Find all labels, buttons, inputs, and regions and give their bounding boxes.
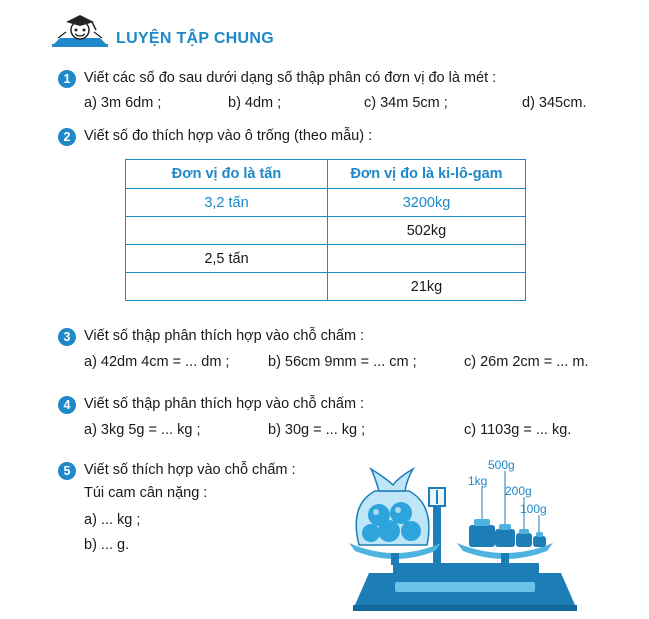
exercise-3-prompt: Viết số thập phân thích hợp vào chỗ chấm : [84, 328, 365, 344]
exercise-3-number: 3 [58, 328, 76, 346]
table-cell [126, 217, 328, 245]
weight-label-1kg: 1kg [468, 474, 488, 488]
exercise-4-number: 4 [58, 396, 76, 414]
exercise-1-number: 1 [58, 70, 76, 88]
exercise-3-item-b: b) 56cm 9mm = ... cm ; [268, 354, 417, 370]
exercise-1-item-b: b) 4dm ; [228, 95, 282, 111]
weight-label-500g: 500g [488, 458, 515, 472]
section-title: LUYỆN TẬP CHUNG [116, 30, 274, 47]
exercise-5-prompt: Viết số thích hợp vào chỗ chấm : [84, 462, 296, 478]
exercise-3-item-c: c) 26m 2cm = ... m. [464, 354, 589, 370]
exercise-1-item-d: d) 345cm. [522, 95, 587, 111]
table-row [126, 245, 526, 273]
table-row [126, 217, 526, 245]
exercise-5-item-a: a) ... kg ; [84, 512, 141, 528]
table-cell: 2,5 tấn [126, 245, 328, 273]
exercise-4-item-a: a) 3kg 5g = ... kg ; [84, 422, 201, 438]
exercise-5-item-b: b) ... g. [84, 537, 130, 553]
exercise-1-prompt: Viết các số đo sau dưới dạng số thập phân có đơn vị đo là mét : [84, 70, 497, 86]
table-cell: 502kg [328, 217, 526, 245]
table-cell: 3200kg [328, 189, 526, 217]
table-cell: 3,2 tấn [126, 189, 328, 217]
exercise-4-prompt: Viết số thập phân thích hợp vào chỗ chấm : [84, 396, 365, 412]
exercise-2-prompt: Viết số đo thích hợp vào ô trống (theo mẫu) : [84, 128, 373, 144]
table-cell: 21kg [328, 273, 526, 301]
mascot-logo [48, 10, 112, 50]
exercise-3-item-a: a) 42dm 4cm = ... dm ; [84, 354, 230, 370]
exercise-4-item-c: c) 1103g = ... kg. [464, 422, 572, 438]
exercise-2-number: 2 [58, 128, 76, 146]
table-header-row [126, 160, 526, 189]
exercise-4-item-b: b) 30g = ... kg ; [268, 422, 366, 438]
exercise-5-subtitle: Túi cam cân nặng : [84, 485, 208, 501]
conversion-table [125, 159, 526, 301]
header-cell-tan: Đơn vị đo là tấn [126, 160, 328, 189]
exercise-1-item-a: a) 3m 6dm ; [84, 95, 162, 111]
scale-illustration [335, 455, 595, 615]
weight-label-200g: 200g [505, 484, 532, 498]
exercise-1-item-c: c) 34m 5cm ; [364, 95, 448, 111]
header-cell-kg: Đơn vị đo là ki-lô-gam [328, 160, 526, 189]
table-row [126, 189, 526, 217]
table-cell [126, 273, 328, 301]
exercise-5-number: 5 [58, 462, 76, 480]
weight-label-100g: 100g [520, 502, 547, 516]
table-cell [328, 245, 526, 273]
table-row [126, 273, 526, 301]
